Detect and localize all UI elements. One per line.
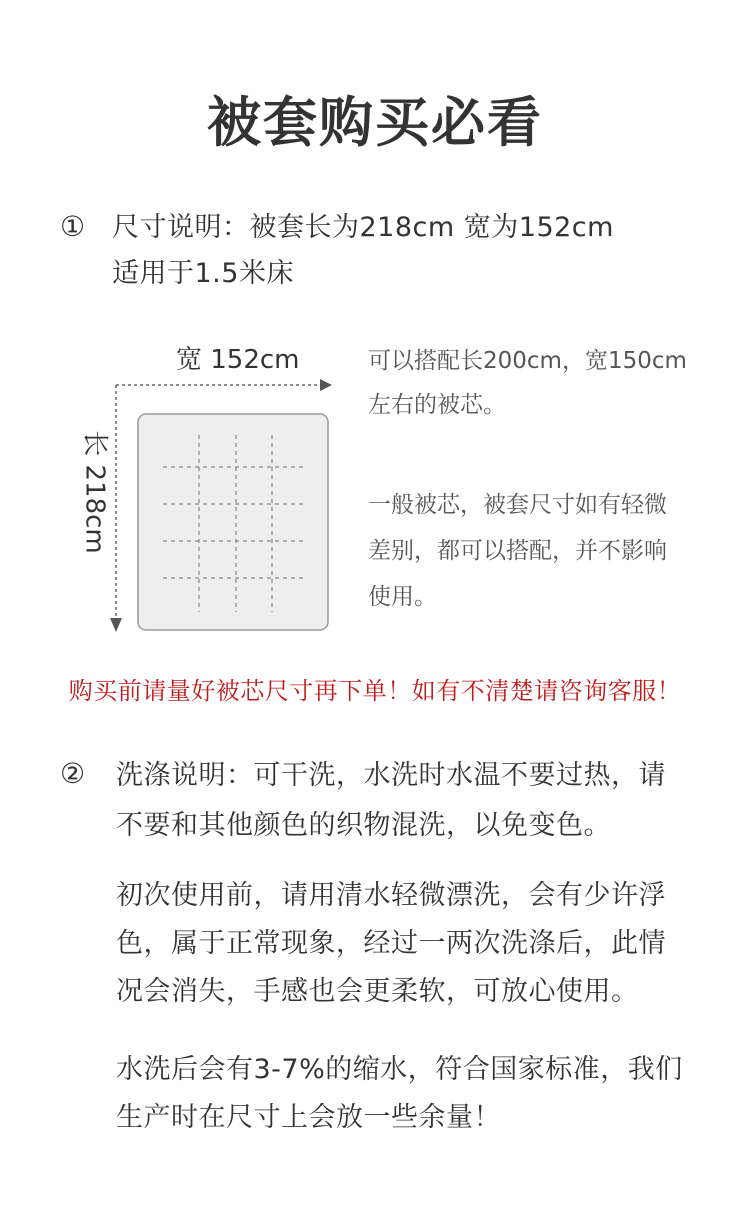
first-use-line-2: 色，属于正常现象，经过一两次洗涤后，此情 — [116, 928, 666, 959]
purchase-warning: 购买前请量好被芯尺寸再下单！如有不清楚请咨询客服！ — [68, 677, 682, 705]
washing-instructions-line-1: 洗涤说明：可干洗，水洗时水温不要过热，请 — [116, 760, 666, 791]
width-arrow-head — [320, 379, 332, 391]
filling-note-line-2: 左右的被芯。 — [368, 392, 506, 418]
washing-instructions-line-2: 不要和其他颜色的织物混洗，以免变色。 — [116, 810, 611, 841]
page-title: 被套购买必看 — [207, 91, 543, 154]
size-description-line-2: 适用于1.5米床 — [112, 258, 294, 289]
first-use-line-1: 初次使用前，请用清水轻微漂洗，会有少许浮 — [116, 880, 666, 911]
size-tolerance-line-2: 差别，都可以搭配，并不影响 — [368, 538, 667, 564]
length-label: 长 218cm — [79, 430, 110, 554]
shrinkage-line-2: 生产时在尺寸上会放一些余量！ — [116, 1102, 501, 1133]
length-arrow-head — [110, 618, 122, 632]
width-label: 宽 152cm — [176, 345, 300, 375]
quilt-outline — [138, 414, 328, 630]
shrinkage-line-1: 水洗后会有3-7%的缩水，符合国家标准，我们 — [116, 1054, 683, 1085]
size-description-line-1: 尺寸说明：被套长为218cm 宽为152cm — [112, 212, 614, 243]
first-use-line-3: 况会消失，手感也会更柔软，可放心使用。 — [116, 976, 639, 1007]
size-tolerance-line-1: 一般被芯，被套尺寸如有轻微 — [368, 492, 667, 518]
size-tolerance-line-3: 使用。 — [368, 584, 437, 610]
section-number-1: ① — [60, 210, 86, 243]
section-number-2: ② — [60, 757, 86, 790]
filling-note-line-1: 可以搭配长200cm，宽150cm — [368, 348, 687, 374]
